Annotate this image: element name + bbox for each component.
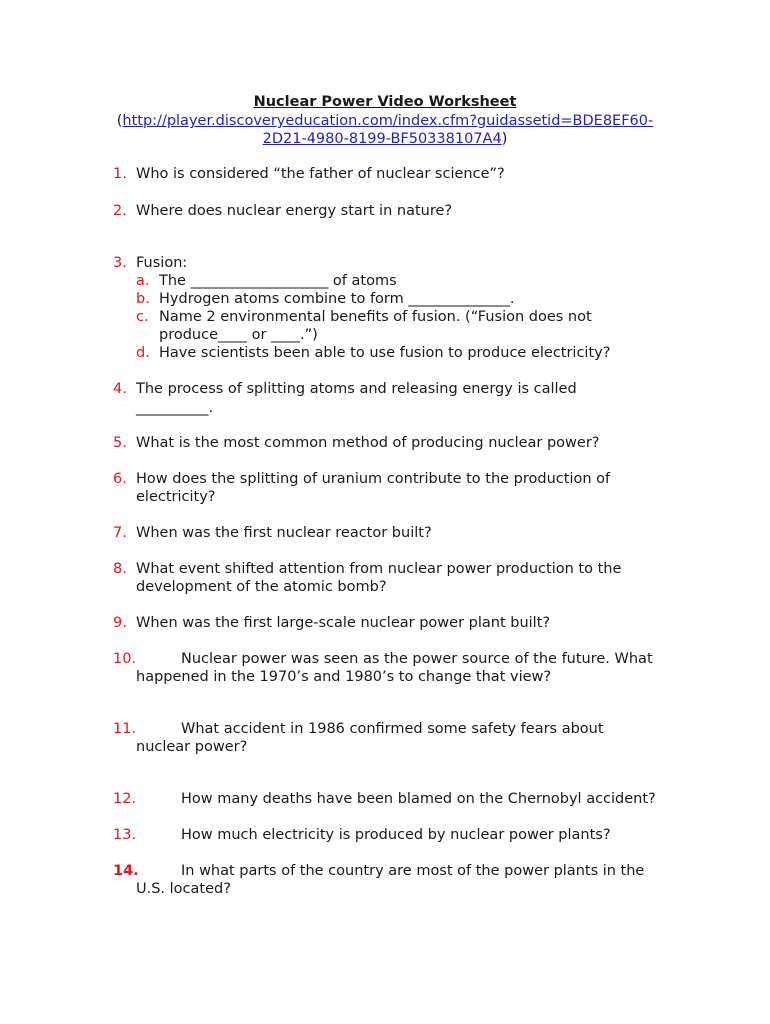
question-text-line1: In what parts of the country are most of the power plants in the: [181, 863, 645, 879]
question-text: Fusion:: [136, 255, 188, 271]
question-text-line2: happened in the 1970’s and 1980’s to change that view?: [136, 669, 552, 685]
question-text-line2: nuclear power?: [136, 739, 248, 755]
question-number: 13.: [113, 827, 137, 843]
sub-text: The ___________________ of atoms: [159, 273, 397, 289]
sub-letter: d.: [136, 345, 150, 361]
question-text-line1-wrap: [136, 862, 656, 880]
question-number: 7.: [113, 525, 127, 541]
video-link-line1[interactable]: http://player.discoveryeducation.com/index.cfm?guidassetid=BDE8EF60-: [122, 113, 654, 129]
question-text: Who is considered “the father of nuclear science”?: [136, 166, 505, 182]
question-number: 1.: [113, 166, 127, 182]
question-text-line1-wrap: [136, 720, 656, 738]
video-link-line2[interactable]: 2D21-4980-8199-BF50338107A4: [262, 131, 502, 147]
question-number: 4.: [113, 381, 127, 397]
question-text-line1: What event shifted attention from nuclear power production to the: [136, 561, 622, 577]
question-text: When was the first nuclear reactor built?: [136, 525, 432, 541]
question-number: 5.: [113, 435, 127, 451]
sub-text: Have scientists been able to use fusion to produce electricity?: [159, 345, 611, 361]
question-text-line1: Nuclear power was seen as the power source of the future. What: [181, 651, 653, 667]
question-text-wrap: [136, 826, 656, 844]
question-text-wrap: [136, 790, 656, 808]
question-text-line2: electricity?: [136, 489, 216, 505]
sub-text: Hydrogen atoms combine to form ______________.: [159, 291, 515, 307]
question-text: How much electricity is produced by nuclear power plants?: [181, 827, 611, 843]
question-text-line1: How does the splitting of uranium contribute to the production of: [136, 471, 611, 487]
sub-letter: a.: [136, 273, 150, 289]
url-close-paren: ): [501, 131, 508, 147]
sub-letter: c.: [136, 309, 149, 325]
question-number: 9.: [113, 615, 127, 631]
question-number: 8.: [113, 561, 127, 577]
question-text-line2: development of the atomic bomb?: [136, 579, 387, 595]
question-number: 12.: [113, 791, 137, 807]
question-text-line1-wrap: [136, 650, 656, 668]
question-number: 3.: [113, 255, 127, 271]
sub-text-line2: produce____ or ____.”): [159, 327, 318, 343]
question-number: 14.: [113, 863, 139, 879]
question-text: When was the first large-scale nuclear power plant built?: [136, 615, 551, 631]
question-text-line1: What accident in 1986 confirmed some safety fears about: [181, 721, 604, 737]
question-text-line2: __________.: [136, 400, 214, 416]
question-text: How many deaths have been blamed on the Chernobyl accident?: [181, 791, 656, 807]
question-text: Where does nuclear energy start in nature?: [136, 203, 453, 219]
question-text-line1: The process of splitting atoms and releasing energy is called: [136, 381, 577, 397]
question-number: 10.: [113, 651, 137, 667]
sub-letter: b.: [136, 291, 150, 307]
question-text: What is the most common method of producing nuclear power?: [136, 435, 600, 451]
worksheet-title: Nuclear Power Video Worksheet: [253, 94, 517, 110]
question-number: 11.: [113, 721, 137, 737]
video-url: [0, 112, 770, 148]
question-text-line2: U.S. located?: [136, 881, 231, 897]
question-number: 6.: [113, 471, 127, 487]
sub-text-line1: Name 2 environmental benefits of fusion. (“Fusion does not: [159, 309, 592, 325]
url-open-paren: (: [116, 113, 123, 129]
question-number: 2.: [113, 203, 127, 219]
